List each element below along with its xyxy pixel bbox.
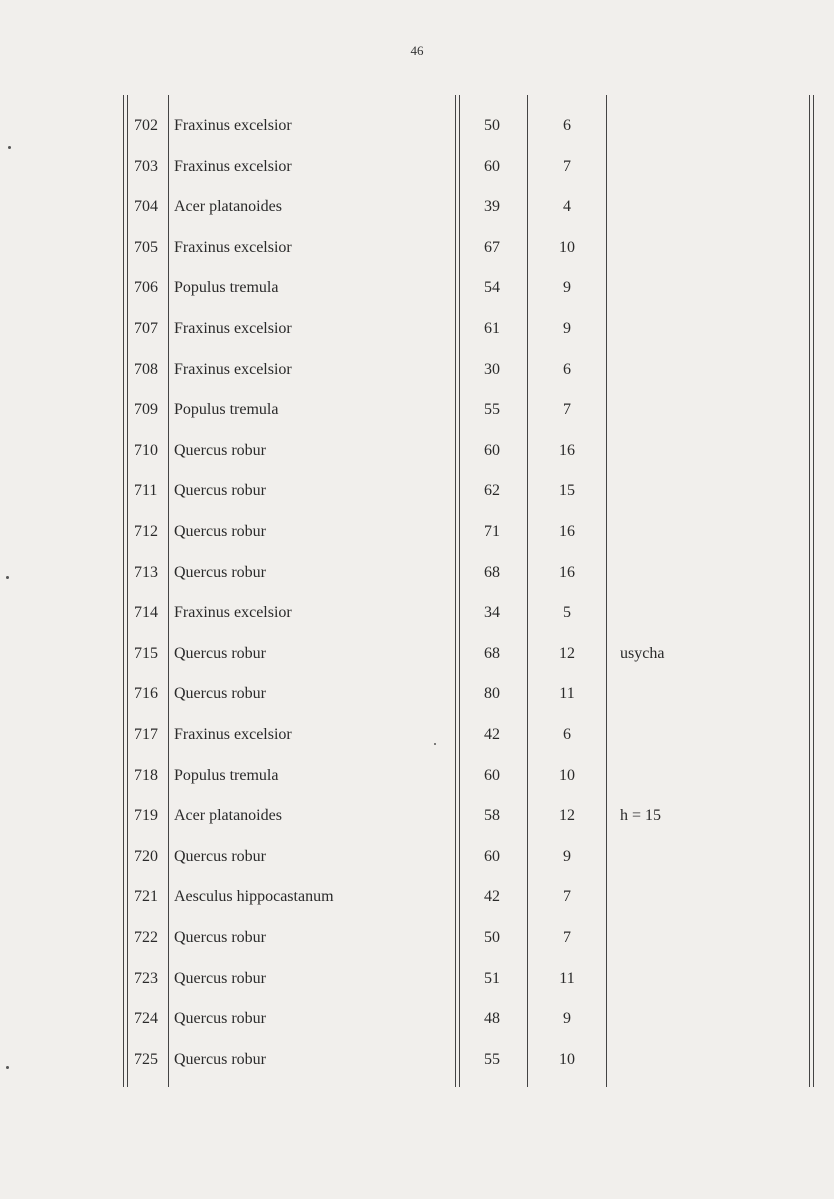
tree-number: 712 bbox=[134, 523, 158, 540]
table-row bbox=[0, 804, 834, 828]
species-name: Quercus robur bbox=[174, 441, 266, 459]
tree-number: 721 bbox=[134, 888, 158, 906]
table-row bbox=[0, 195, 834, 219]
tree-height: 15 bbox=[559, 482, 575, 500]
species-name: Acer platanoides bbox=[174, 807, 282, 825]
species-name: Fraxinus excelsior bbox=[174, 238, 292, 256]
table-row bbox=[0, 1007, 834, 1031]
trunk-circumference: 39 bbox=[484, 198, 500, 216]
species-name: Quercus robur bbox=[174, 1050, 266, 1068]
tree-number: 719 bbox=[134, 807, 158, 825]
species-name: Fraxinus excelsior bbox=[174, 320, 292, 337]
species-name: Quercus robur bbox=[174, 523, 266, 540]
tree-height: 4 bbox=[563, 198, 571, 216]
tree-height: 10 bbox=[559, 1050, 575, 1068]
trunk-circumference: 80 bbox=[484, 685, 500, 703]
tree-number: 705 bbox=[134, 238, 158, 256]
table-row bbox=[0, 236, 834, 260]
table-row bbox=[0, 885, 834, 909]
table-row bbox=[0, 682, 834, 706]
tree-height: 7 bbox=[563, 157, 571, 175]
tree-number: 715 bbox=[134, 644, 158, 662]
trunk-circumference: 48 bbox=[484, 1010, 500, 1028]
species-name: Quercus robur bbox=[174, 685, 266, 703]
trunk-circumference: 68 bbox=[484, 644, 500, 662]
tree-number: 714 bbox=[134, 604, 158, 622]
tree-number: 704 bbox=[134, 198, 158, 216]
trunk-circumference: 60 bbox=[484, 157, 500, 175]
tree-height: 5 bbox=[563, 604, 571, 622]
species-name: Quercus robur bbox=[174, 644, 266, 662]
species-name: Populus tremula bbox=[174, 279, 279, 297]
tree-number: 723 bbox=[134, 969, 158, 987]
trunk-circumference: 42 bbox=[484, 888, 500, 906]
species-name: Fraxinus excelsior bbox=[174, 117, 292, 134]
table-row bbox=[0, 926, 834, 950]
table-row bbox=[0, 479, 834, 503]
table-row bbox=[0, 1048, 834, 1072]
species-name: Quercus robur bbox=[174, 929, 266, 946]
table-row bbox=[0, 520, 834, 544]
page-number: 46 bbox=[410, 43, 424, 58]
tree-height: 16 bbox=[559, 523, 575, 540]
species-name: Quercus robur bbox=[174, 969, 266, 987]
scan-speck bbox=[434, 743, 436, 745]
trunk-circumference: 42 bbox=[484, 726, 500, 743]
scan-speck bbox=[6, 1066, 9, 1069]
tree-number: 717 bbox=[134, 726, 158, 743]
trunk-circumference: 50 bbox=[484, 929, 500, 946]
trunk-circumference: 50 bbox=[484, 117, 500, 134]
trunk-circumference: 55 bbox=[484, 1050, 500, 1068]
trunk-circumference: 55 bbox=[484, 401, 500, 419]
tree-number: 706 bbox=[134, 279, 158, 297]
tree-number: 725 bbox=[134, 1050, 158, 1068]
trunk-circumference: 54 bbox=[484, 279, 500, 297]
tree-number: 724 bbox=[134, 1010, 158, 1028]
tree-height: 12 bbox=[559, 807, 575, 825]
tree-height: 10 bbox=[559, 766, 575, 784]
species-name: Populus tremula bbox=[174, 401, 279, 419]
trunk-circumference: 60 bbox=[484, 847, 500, 865]
table-row bbox=[0, 723, 834, 747]
species-name: Populus tremula bbox=[174, 766, 279, 784]
tree-number: 707 bbox=[134, 320, 158, 337]
trunk-circumference: 67 bbox=[484, 238, 500, 256]
remarks: h = 15 bbox=[620, 807, 662, 825]
tree-number: 709 bbox=[134, 401, 158, 419]
tree-number: 702 bbox=[134, 117, 158, 134]
table-row bbox=[0, 601, 834, 625]
trunk-circumference: 34 bbox=[484, 604, 500, 622]
table-row bbox=[0, 845, 834, 869]
tree-height: 12 bbox=[559, 644, 575, 662]
table-row bbox=[0, 317, 834, 341]
tree-height: 9 bbox=[563, 847, 571, 865]
scan-speck bbox=[6, 576, 9, 579]
tree-height: 6 bbox=[563, 726, 571, 743]
remarks: usycha bbox=[620, 644, 665, 662]
trunk-circumference: 61 bbox=[484, 320, 500, 337]
tree-height: 9 bbox=[563, 320, 571, 337]
species-name: Fraxinus excelsior bbox=[174, 604, 292, 622]
tree-height: 7 bbox=[563, 401, 571, 419]
species-name: Aesculus hippocastanum bbox=[174, 888, 334, 906]
tree-number: 720 bbox=[134, 847, 158, 865]
table-row bbox=[0, 439, 834, 463]
table-row bbox=[0, 358, 834, 382]
tree-number: 711 bbox=[134, 482, 158, 500]
trunk-circumference: 58 bbox=[484, 807, 500, 825]
tree-number: 713 bbox=[134, 563, 158, 581]
tree-height: 6 bbox=[563, 117, 571, 134]
trunk-circumference: 62 bbox=[484, 482, 500, 500]
species-name: Quercus robur bbox=[174, 1010, 266, 1028]
tree-height: 7 bbox=[563, 929, 571, 946]
tree-number: 710 bbox=[134, 441, 158, 459]
scan-speck bbox=[8, 146, 11, 149]
table-row bbox=[0, 155, 834, 179]
tree-height: 9 bbox=[563, 279, 571, 297]
trunk-circumference: 60 bbox=[484, 441, 500, 459]
table-row bbox=[0, 561, 834, 585]
tree-height: 16 bbox=[559, 441, 575, 459]
trunk-circumference: 71 bbox=[484, 523, 500, 540]
tree-number: 718 bbox=[134, 766, 158, 784]
tree-height: 10 bbox=[559, 238, 575, 256]
species-name: Quercus robur bbox=[174, 847, 266, 865]
table-row bbox=[0, 398, 834, 422]
tree-height: 16 bbox=[559, 563, 575, 581]
tree-height: 11 bbox=[559, 685, 575, 703]
species-name: Fraxinus excelsior bbox=[174, 360, 292, 378]
tree-height: 7 bbox=[563, 888, 571, 906]
tree-number: 703 bbox=[134, 157, 158, 175]
species-name: Quercus robur bbox=[174, 563, 266, 581]
table-row bbox=[0, 764, 834, 788]
table-row bbox=[0, 114, 834, 138]
species-name: Fraxinus excelsior bbox=[174, 726, 292, 743]
tree-height: 9 bbox=[563, 1010, 571, 1028]
species-name: Acer platanoides bbox=[174, 198, 282, 216]
table-row bbox=[0, 967, 834, 991]
tree-height: 6 bbox=[563, 360, 571, 378]
table-row bbox=[0, 642, 834, 666]
tree-number: 716 bbox=[134, 685, 158, 703]
table-row bbox=[0, 276, 834, 300]
trunk-circumference: 30 bbox=[484, 360, 500, 378]
trunk-circumference: 68 bbox=[484, 563, 500, 581]
trunk-circumference: 60 bbox=[484, 766, 500, 784]
tree-number: 708 bbox=[134, 360, 158, 378]
species-name: Quercus robur bbox=[174, 482, 266, 500]
tree-number: 722 bbox=[134, 929, 158, 946]
tree-height: 11 bbox=[559, 969, 575, 987]
trunk-circumference: 51 bbox=[484, 969, 500, 987]
species-name: Fraxinus excelsior bbox=[174, 157, 292, 175]
